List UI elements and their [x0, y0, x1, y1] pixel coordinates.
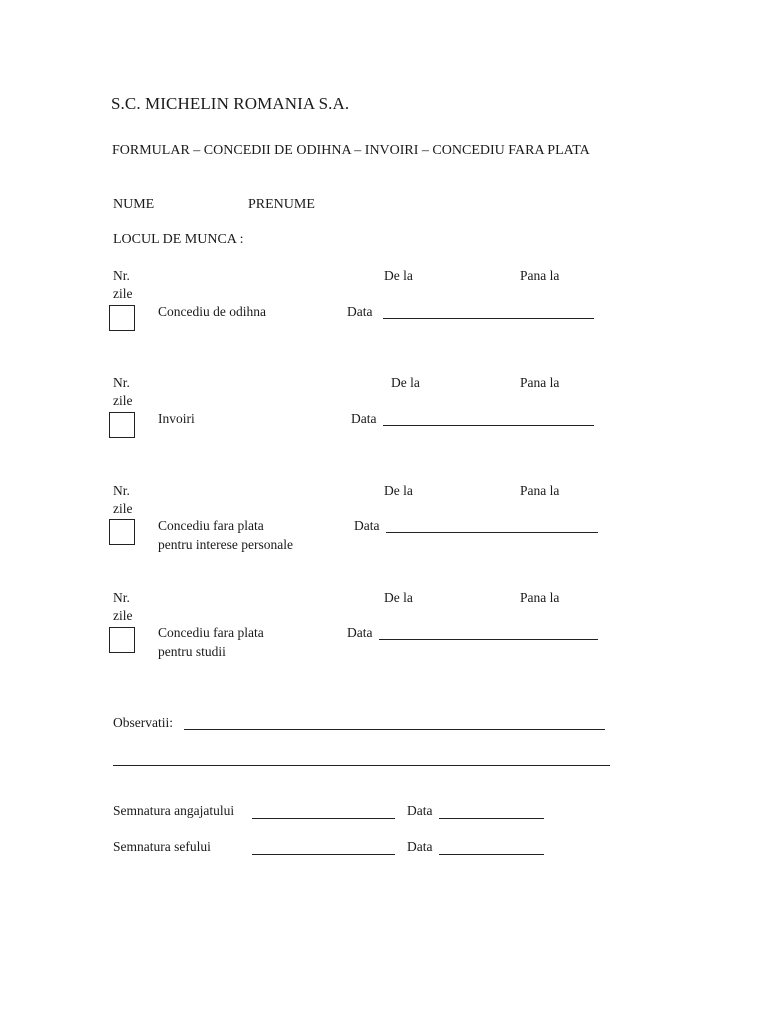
data-line[interactable]	[383, 425, 594, 426]
prenume-label: PRENUME	[248, 197, 315, 212]
data-label: Data	[351, 411, 377, 426]
zile-label: zile	[113, 393, 133, 408]
data-line[interactable]	[383, 318, 594, 319]
nr-label: Nr.	[113, 375, 130, 390]
leave-section-fara-plata-interese	[0, 483, 768, 583]
semnatura-angajat-line[interactable]	[252, 818, 395, 819]
leave-section-fara-plata-studii	[0, 590, 768, 690]
leave-type-label: Invoiri	[158, 411, 195, 426]
leave-section-invoiri	[0, 375, 768, 475]
nr-label: Nr.	[113, 268, 130, 283]
de-la-label: De la	[391, 375, 420, 390]
data-label: Data	[347, 625, 373, 640]
nr-zile-box[interactable]	[109, 305, 135, 331]
semnatura-sef-label: Semnatura sefului	[113, 839, 211, 854]
observatii-label: Observatii:	[113, 715, 173, 730]
de-la-label: De la	[384, 590, 413, 605]
data-angajat-line[interactable]	[439, 818, 544, 819]
zile-label: zile	[113, 501, 133, 516]
data-line[interactable]	[379, 639, 598, 640]
locul-de-munca-label: LOCUL DE MUNCA :	[113, 232, 244, 247]
nr-zile-box[interactable]	[109, 412, 135, 438]
semnatura-angajat-label: Semnatura angajatului	[113, 803, 235, 818]
nr-zile-box[interactable]	[109, 519, 135, 545]
data-sef-line[interactable]	[439, 854, 544, 855]
nume-label: NUME	[113, 197, 155, 212]
pana-la-label: Pana la	[520, 483, 560, 498]
zile-label: zile	[113, 608, 133, 623]
de-la-label: De la	[384, 483, 413, 498]
data-line[interactable]	[386, 532, 598, 533]
de-la-label: De la	[384, 268, 413, 283]
data-angajat-label: Data	[407, 803, 433, 818]
observatii-line-1[interactable]	[184, 729, 605, 730]
pana-la-label: Pana la	[520, 590, 560, 605]
nr-label: Nr.	[113, 590, 130, 605]
leave-type-label: Concediu fara plata	[158, 518, 264, 533]
leave-type-label: Concediu de odihna	[158, 304, 266, 319]
data-label: Data	[347, 304, 373, 319]
data-label: Data	[354, 518, 380, 533]
company-name: S.C. MICHELIN ROMANIA S.A.	[111, 94, 350, 113]
data-sef-label: Data	[407, 839, 433, 854]
pana-la-label: Pana la	[520, 268, 560, 283]
observatii-line-2[interactable]	[113, 765, 610, 766]
leave-type-sublabel: pentru studii	[158, 644, 226, 659]
pana-la-label: Pana la	[520, 375, 560, 390]
leave-type-label: Concediu fara plata	[158, 625, 264, 640]
nr-label: Nr.	[113, 483, 130, 498]
leave-type-sublabel: pentru interese personale	[158, 537, 293, 552]
semnatura-sef-line[interactable]	[252, 854, 395, 855]
leave-section-odihna	[0, 268, 768, 368]
form-title: FORMULAR – CONCEDII DE ODIHNA – INVOIRI – CONCEDIU FARA PLATA	[112, 143, 590, 158]
nr-zile-box[interactable]	[109, 627, 135, 653]
zile-label: zile	[113, 286, 133, 301]
